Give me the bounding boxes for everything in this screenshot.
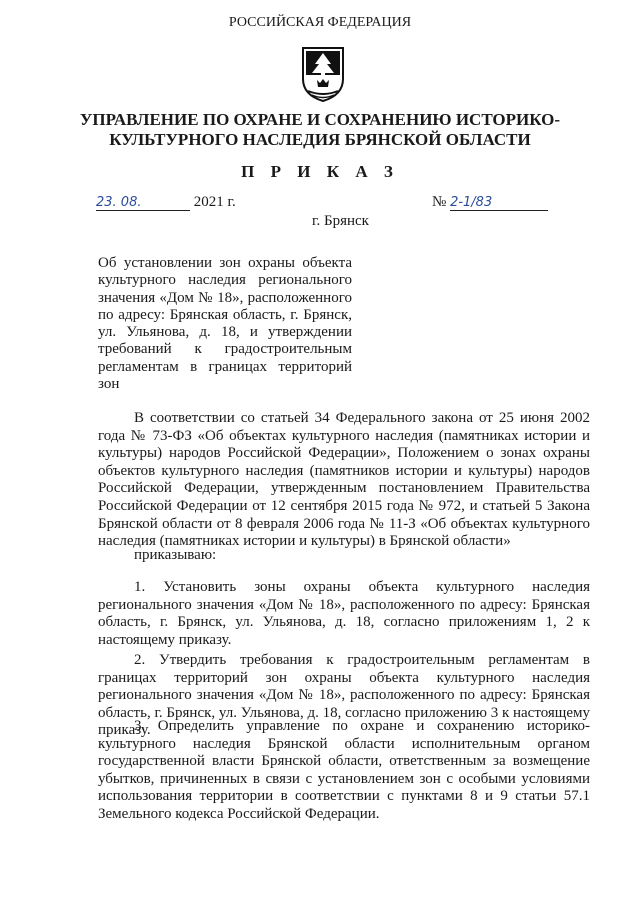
handwritten-date: 23. 08.	[96, 195, 190, 211]
document-date	[96, 194, 236, 211]
preamble-paragraph: В соответствии со статьей 34 Федерального закона от 25 июня 2002 года № 73-ФЗ «Об объектах культурного наследия (памятниках истории и культуры) народов Российской Федерации», Положением о зонах охраны объектов культурного наследия (памятников истории и культуры) народов Российской Федерации, утвержденным постановлением Правительства Российской Федерации от 12 сентября 2015 года № 972, и статьей 5 Закона Брянской области от 8 февраля 2006 года № 11-З «Об объектах культурного наследия (памятниках истории и культуры) в Брянской области»	[98, 410, 590, 550]
coat-of-arms-icon	[300, 45, 346, 103]
document-number	[432, 194, 548, 211]
order-item-3: 3. Определить управление по охране и сохранению историко-культурного наследия Брянской области исполнительным органом государственной власти Брянской области, ответственным за возмещение убытков, причиненных в связи с установлением зон с особыми условиями использования территории в соответствии с пунктами 8 и 9 статьи 57.1 Земельного кодекса Российской Федерации.	[98, 718, 590, 822]
organization-title-line-1: УПРАВЛЕНИЕ ПО ОХРАНЕ И СОХРАНЕНИЮ ИСТОРИКО-	[79, 110, 561, 129]
coat-of-arms-shield-icon	[300, 45, 346, 103]
organization-title-line-2: КУЛЬТУРНОГО НАСЛЕДИЯ БРЯНСКОЙ ОБЛАСТИ	[109, 130, 531, 149]
order-item-1: 1. Установить зоны охраны объекта культурного наследия регионального значения «Дом № 18», расположенного по адресу: Брянская область, г. Брянск, ул. Ульянова, д. 18, согласно приложениям 1, 2 к настоящему приказу.	[98, 579, 590, 648]
year-label: 2021 г.	[193, 194, 236, 210]
handwritten-number: 2-1/83	[450, 195, 548, 211]
number-sign: №	[432, 194, 447, 210]
order-subject: Об установлении зон охраны объекта культурного наследия регионального значения «Дом № 18», расположенного по адресу: Брянская область, г. Брянск, ул. Ульянова, д. 18, и утверждении требований к градостроительным регламентам в границах территорий зон	[98, 255, 352, 393]
order-item-2: 2. Утвердить требования к градостроительным регламентам в границах территорий зон охраны объекта культурного наследия регионального значения «Дом № 18», расположенного по адресу: Брянская область, г. Брянск, ул. Ульянова, д. 18, согласно приложению 3 к настоящему приказу.	[98, 652, 591, 739]
organization-title	[0, 110, 640, 150]
country-heading: РОССИЙСКАЯ ФЕДЕРАЦИЯ	[228, 15, 412, 30]
document-type: П Р И К А З	[241, 162, 399, 181]
order-word: приказываю:	[134, 547, 217, 563]
city-label: г. Брянск	[312, 213, 369, 229]
